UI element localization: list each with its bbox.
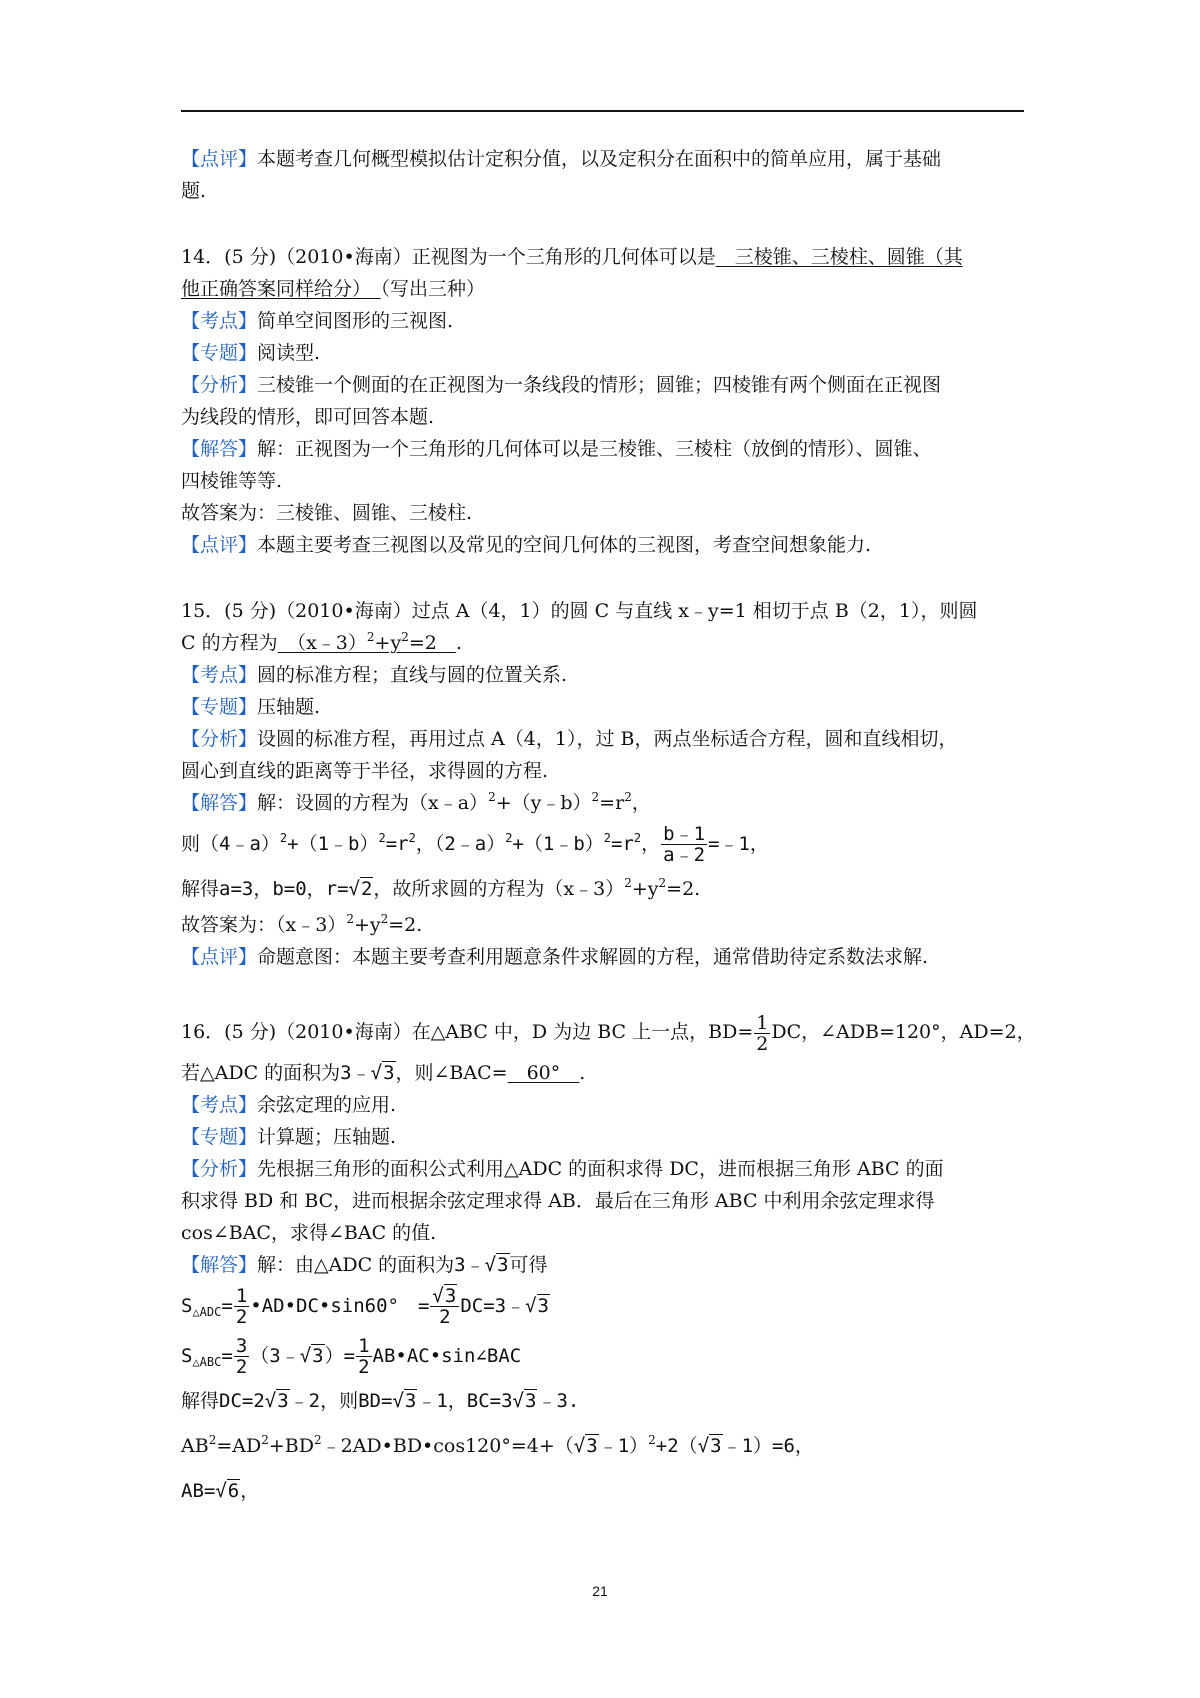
q15-solve-line: 解得a=3，b=0，r=√2，故所求圆的方程为$(x﹣3)^2+y^2=2$.: [181, 869, 1024, 909]
q16-zhuanti: 【专题】计算题；压轴题.: [181, 1126, 397, 1148]
question-16: [181, 1007, 1036, 1511]
q14-dianping: 【点评】本题主要考查三视图以及常见的空间几何体的三视图，考查空间想象能力.: [181, 534, 872, 556]
header-rule: [181, 110, 1024, 112]
q15-dianping: 【点评】命题意图：本题主要考查利用题意条件求解圆的方程，通常借助待定系数法求解.: [181, 946, 929, 968]
q15-kaodian: 【考点】圆的标准方程；直线与圆的位置关系.: [181, 664, 568, 686]
q16-kaodian: 【考点】余弦定理的应用.: [181, 1094, 397, 1116]
q14-stem-line-2: 他正确答案同样给分） （写出三种）: [181, 278, 486, 300]
q16-s-adc-equation: $S_{\triangle ADC}=$ $\frac{1}{2}$ •AD•DC•sin60° = $\frac{√3}{2}$ DC=3﹣√3: [181, 1285, 549, 1328]
sqrt-6: √6: [215, 1480, 240, 1502]
q16-stem-line-2: 若△ADC 的面积为3﹣√3，则∠BAC= 60° .: [181, 1057, 1024, 1089]
q16-ab-result: AB=√6，: [181, 1471, 1024, 1511]
q14-fenxi-line-1: 【分析】三棱锥一个侧面的在正视图为一条线段的情形；圆锥；四棱锥有两个侧面在正视图: [181, 374, 942, 396]
sqrt-2: √2: [348, 878, 373, 900]
q15-stem-line-1: 15．(5 分)（2010•海南）过点 A（4，1）的圆 C 与直线 x﹣y=1 相切于点 B（2，1），则圆: [181, 600, 978, 622]
q16-solve-line: 解得DC=2√3﹣2，则BD=√3﹣1，BC=3√3﹣3.: [181, 1390, 580, 1412]
prev-comment-line-2: 题.: [181, 180, 207, 202]
question-15: [181, 595, 1024, 973]
q16-jieda-line-1: 【解答】解：由△ADC 的面积为3﹣√3可得: [181, 1254, 548, 1276]
q15-equations: 则$(4﹣a)^2+(1﹣b)^2=r^2$，$(2﹣a)^2+(1﹣b)^2=r^2$， $\frac{b﹣1}{a﹣2}$ =﹣1，: [181, 823, 769, 866]
q15-stem-line-2: C 的方程为 $(x﹣3)^2+y^2=2$ .: [181, 630, 462, 654]
page-number: 21: [592, 1583, 608, 1599]
q15-jieda-line-1: 【解答】解：设圆的方程为$(x﹣a)^2+(y﹣b)^2=r^2$，: [181, 790, 651, 814]
q16-answer: 60°: [507, 1062, 580, 1084]
q14-fenxi-line-2: 为线段的情形，即可回答本题.: [181, 406, 435, 428]
page-content: [181, 143, 1036, 1511]
q16-fenxi-line-1: 【分析】先根据三角形的面积公式利用△ADC 的面积求得 DC，进而根据三角形 ABC 的面: [181, 1158, 944, 1180]
q15-answer-line: 故答案为：$(x﹣3)^2+y^2=2$.: [181, 912, 423, 936]
q14-stem-line-1: 14．(5 分)（2010•海南）正视图为一个三角形的几何体可以是 三棱锥、三棱柱、圆锥（其: [181, 246, 963, 268]
q16-s-abc-equation: $S_{\triangle ABC}=$ $\frac{3}{2}$ （3﹣√3）= $\frac{1}{2}$ AB•AC•sin∠BAC: [181, 1335, 522, 1378]
q14-jieda-line-2: 四棱锥等等.: [181, 470, 283, 492]
slope-fraction: $\frac{b﹣1}{a﹣2}$: [663, 823, 706, 866]
q15-fenxi-line-1: 【分析】设圆的标准方程，再用过点 A（4，1），过 B，两点坐标适合方程，圆和直线相切，: [181, 728, 958, 750]
half-fraction: $\frac{1}{2}$: [756, 1011, 769, 1055]
q16-stem-line-1: 16．(5 分)（2010•海南）在△ABC 中，D 为边 BC 上一点，BD= $\frac{1}{2}$ DC，∠ADB=120°，AD=2，: [181, 1011, 1036, 1055]
q14-kaodian: 【考点】简单空间图形的三视图.: [181, 310, 454, 332]
label-dianping: 【点评】: [181, 148, 258, 170]
q14-answer-line: 故答案为：三棱锥、圆锥、三棱柱.: [181, 502, 473, 524]
q16-fenxi-line-2: 积求得 BD 和 BC，进而根据余弦定理求得 AB．最后在三角形 ABC 中利用余弦定理求得: [181, 1190, 935, 1212]
prev-comment-line-1: 【点评】本题考查几何概型模拟估计定积分值，以及定积分在面积中的简单应用，属于基础: [181, 148, 942, 170]
q14-zhuanti: 【专题】阅读型.: [181, 342, 321, 364]
q14-jieda-line-1: 【解答】解：正视图为一个三角形的几何体可以是三棱锥、三棱柱（放倒的情形）、圆锥、: [181, 438, 932, 460]
sqrt-3: √3: [370, 1062, 395, 1084]
q16-ab2-equation: $AB^2=AD^2+BD^2﹣2AD•BD•\cos 120^\circ=4+(√3﹣1)^2+2(√3﹣1)=6$，: [181, 1433, 814, 1457]
q15-zhuanti: 【专题】压轴题.: [181, 696, 321, 718]
q16-fenxi-line-3: cos∠BAC，求得∠BAC 的值.: [181, 1222, 437, 1244]
q14-answer: 三棱锥、三棱柱、圆锥（其: [715, 246, 963, 268]
q15-fenxi-line-2: 圆心到直线的距离等于半径，求得圆的方程.: [181, 760, 549, 782]
q15-answer: $(x﹣3)^2+y^2=2$: [277, 630, 456, 654]
question-14: [181, 241, 1024, 561]
